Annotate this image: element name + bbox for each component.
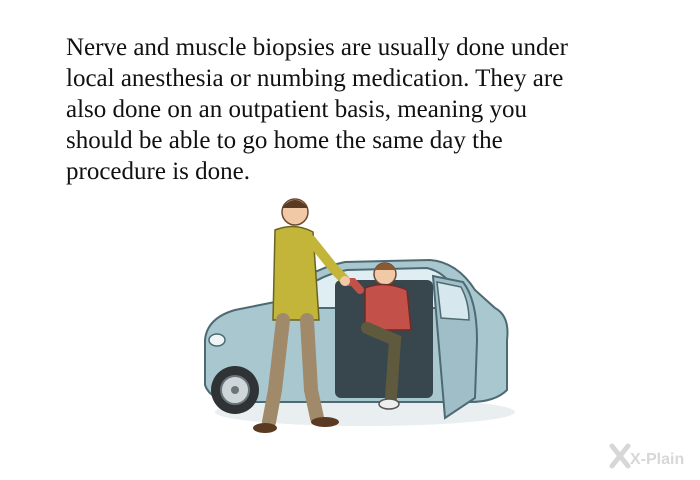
x-plain-logo bbox=[608, 440, 688, 472]
man-helping-patient-out-of-car-illustration bbox=[195, 190, 515, 445]
logo-text: X-Plain bbox=[630, 451, 685, 468]
body-paragraph: Nerve and muscle biopsies are usually done under local anesthesia or numbing medication. They are also done on an outpatient basis, meaning you should be able to go home the same day the procedure is done. bbox=[66, 34, 568, 185]
